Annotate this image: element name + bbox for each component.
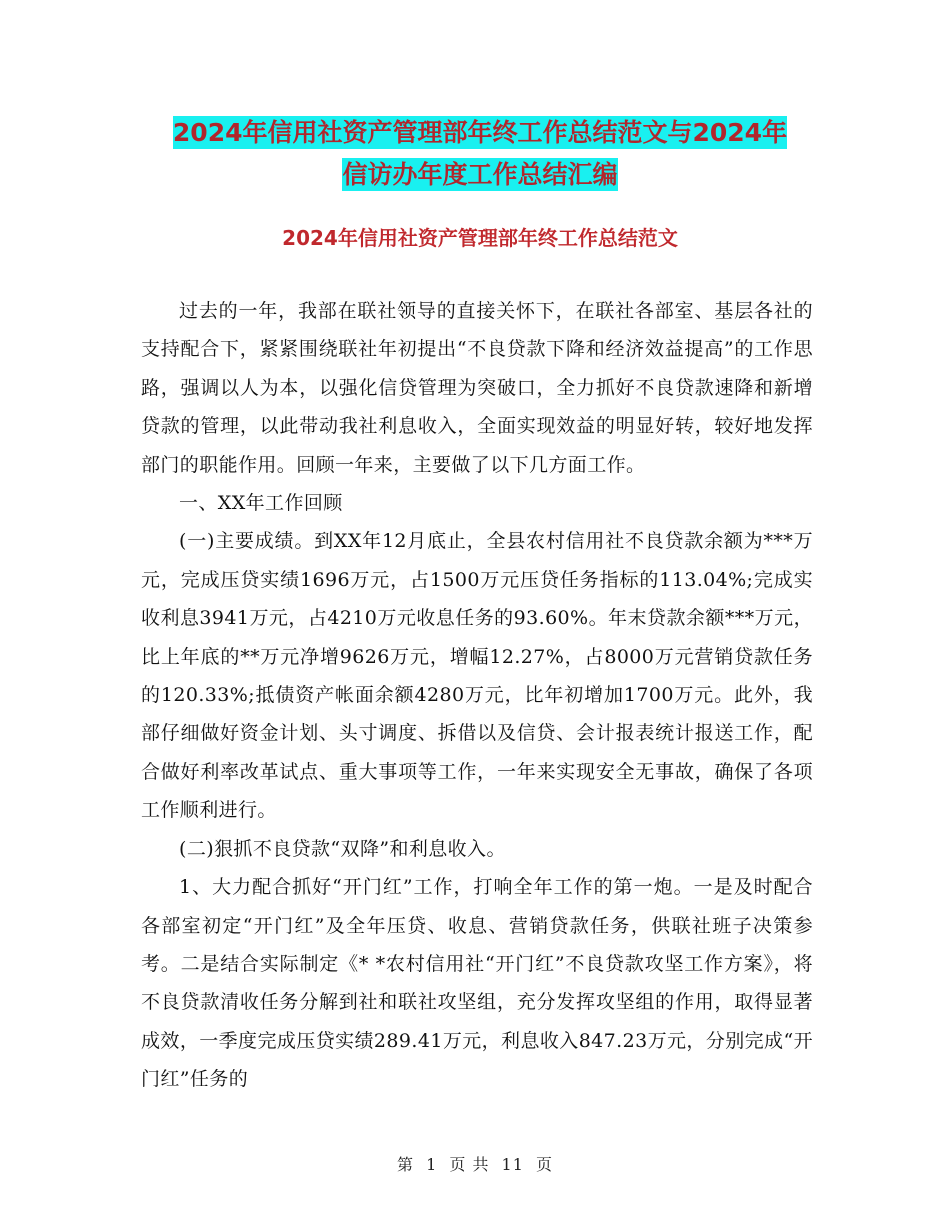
page-footer	[0, 1152, 950, 1175]
document-title-line-2	[140, 150, 820, 200]
paragraph-heading-review: 一、XX年工作回顾	[179, 492, 343, 515]
paragraph-intro: 过去的一年，我部在联社领导的直接关怀下，在联社各部室、基层各社的支持配合下，紧紧围绕联社年初提出“不良贷款下降和经济效益提高”的工作思路，强调以人为本，以强化信贷管理为突破口，全力抓好不良贷款速降和新增贷款的管理，以此带动我社利息收入，全面实现效益的明显好转，较好地发挥部门的职能作用。回顾一年来，主要做了以下几方面工作。	[141, 300, 813, 476]
paragraph-achievements: (一)主要成绩。到XX年12月底止，全县农村信用社不良贷款余额为***万元，完成压贷实绩1696万元，占1500万元压贷任务指标的113.04%;完成实收利息3941万元，占4210万元收息任务的93.60%。年末贷款余额***万元，比上年底的**万元净增9626万元，增幅12.27%，占8000万元营销贷款任务的120.33%;抵债资产帐面余额4280万元，比年初增加1700万元。此外，我部仔细做好资金计划、头寸调度、拆借以及信贷、会计报表统计报送工作，配合做好利率改革试点、重大事项等工作，一年来实现安全无事故，确保了各项工作顺利进行。	[141, 530, 813, 822]
section-title: 2024年信用社资产管理部年终工作总结范文	[282, 226, 678, 250]
title-highlight-1: 2024年信用社资产管理部年终工作总结范文与2024年	[172, 118, 788, 147]
footer-label-page: 第	[396, 1155, 414, 1174]
title-highlight-2: 信访办年度工作总结汇编	[342, 160, 618, 189]
paragraph-kaimenhong: 1、大力配合抓好“开门红”工作，打响全年工作的第一炮。一是及时配合各部室初定“开门红”及全年压贷、收息、营销贷款任务，供联社班子决策参考。二是结合实际制定《* *农村信用社“开门红”不良贷款攻坚工作方案》，将不良贷款清收任务分解到社和联社攻坚组，充分发挥攻坚组的作用，取得显著成效，一季度完成压贷实绩289.41万元，利息收入847.23万元，分别完成“开门红”任务的	[141, 876, 813, 1091]
footer-label-of: 页 共	[449, 1155, 490, 1174]
footer-page-total: 11	[501, 1155, 524, 1174]
paragraph-subheading-double-reduction: (二)狠抓不良贷款“双降”和利息收入。	[179, 837, 506, 860]
footer-page-current: 1	[426, 1155, 438, 1174]
footer-label-pages: 页	[536, 1155, 554, 1174]
document-body	[141, 292, 813, 1099]
